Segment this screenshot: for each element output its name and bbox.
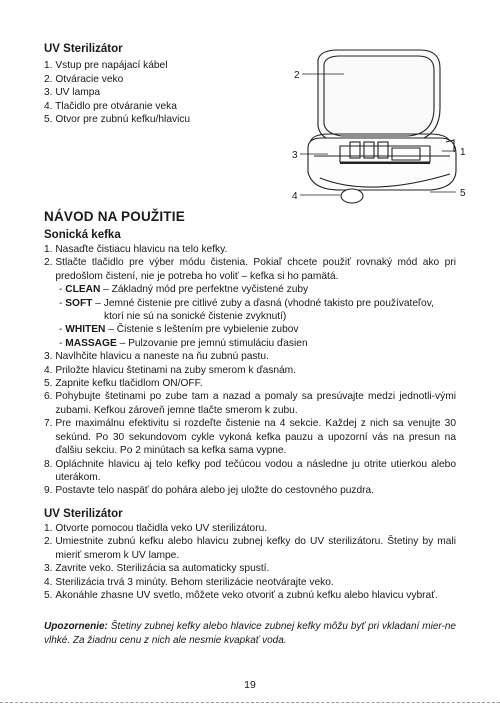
- step-item: 3. Navlhčite hlavicu a naneste na ňu zubnú pastu.: [44, 351, 269, 363]
- step-number: 2.: [44, 257, 56, 269]
- callout-label: 1: [460, 147, 466, 158]
- mode-item: - SOFT – Jemné čistenie pre citlivé zuby a ďasná (vhodné takisto pre používateľov,: [59, 297, 434, 309]
- warning-text: Štetiny zubnej kefky alebo hlavice zubnej kefky môžu byť pri vkladaní mier-ne vlhké. Za žiadnu cenu z nich ale nesmie kvapkať voda.: [44, 621, 456, 646]
- mode-name: SOFT: [65, 297, 93, 309]
- section-title-sterilizer: UV Sterilizátor: [44, 508, 123, 520]
- step-item: 5. Akonáhle zhasne UV svetlo, môžete veko otvoriť a zubnú kefku alebo hlavicu vybrať.: [44, 590, 438, 602]
- step-item: 1. Otvorte pomocou tlačidla veko UV sterilizátoru.: [44, 523, 268, 534]
- page-bottom-divider: [0, 702, 500, 703]
- step-text: Nasaďte čistiacu hlavicu na telo kefky.: [55, 244, 228, 255]
- mode-name: CLEAN: [65, 284, 101, 296]
- step-item: 6. Pohybujte štetinami po zube tam a nazad a pomaly sa presúvajte medzi jednotli-vými zubami. Kefkou zároveň jemne tlačte smerom k zubu.: [44, 391, 456, 416]
- mode-item-continued: ktorí nie sú na sonické čistenie zvyknutí): [104, 311, 287, 323]
- parts-item: 2. Otváracie veko: [44, 73, 124, 85]
- mode-item: - WHITEN – Čistenie s leštením pre vybielenie zubov: [59, 324, 299, 336]
- step-text: Stlačte tlačidlo pre výber módu čistenia. Pokiaľ chcete použiť rovnaký mód ako pri predošlom čistení, nie je potreba ho voliť – kefka si ho pamätá.: [55, 257, 456, 282]
- step-item: [44, 256, 456, 283]
- step-item: 4. Sterilizácia trvá 3 minúty. Behom sterilizácie neotvárajte veko.: [44, 576, 334, 588]
- parts-list: [44, 59, 190, 127]
- step-item: 5. Zapnite kefku tlačidlom ON/OFF.: [44, 378, 203, 390]
- callout-label: 4: [292, 191, 298, 202]
- callout-label: 5: [460, 188, 466, 199]
- step-item: 8. Opláchnite hlavicu aj telo kefky pod tečúcou vodou a následne ju otrite utierkou alebo uterákom.: [44, 458, 456, 483]
- step-number: 1.: [44, 244, 56, 255]
- step-item: 4. Priložte hlavicu štetinami na zuby smerom k ďasnám.: [44, 364, 296, 376]
- page-number: 19: [244, 679, 256, 691]
- uv-sterilizer-illustration: [280, 38, 470, 213]
- mode-name: WHITEN: [65, 324, 106, 336]
- callout-label: 3: [292, 150, 298, 161]
- section-title-toothbrush: Sonická kefka: [44, 229, 121, 241]
- sterilizer-steps: [44, 522, 456, 602]
- mode-name: MASSAGE: [65, 337, 117, 349]
- instructions-title: NÁVOD NA POUŽITIE: [44, 209, 185, 224]
- mode-item: - CLEAN – Základný mód pre perfektne vyčistené zuby: [59, 284, 309, 296]
- warning-note: [44, 620, 456, 648]
- mode-item: - MASSAGE – Pulzovanie pre jemnú stimuláciu ďasien: [59, 337, 308, 349]
- parts-item: 3. UV lampa: [44, 87, 101, 99]
- warning-label: Upozornenie:: [44, 621, 108, 632]
- step-item: 2. Umiestnite zubnú kefku alebo hlavicu zubnej kefky do UV sterilizátoru. Štetiny by mali mieriť smerom k UV lampe.: [44, 536, 456, 561]
- step-item: [44, 243, 456, 256]
- toothbrush-steps: [44, 243, 456, 498]
- parts-item: 1. Vstup pre napájací kábel: [44, 60, 168, 71]
- step-item: 9. Postavte telo naspäť do pohára alebo jej uložte do cestovného puzdra.: [44, 485, 375, 497]
- parts-item: 4. Tlačidlo pre otváranie veka: [44, 100, 177, 112]
- parts-item: 5. Otvor pre zubnú kefku/hlavicu: [44, 114, 191, 126]
- step-item: 7. Pre maximálnu efektivitu si rozdeľte čistenie na 4 sekcie. Každej z nich sa venujte 30 sekúnd. Po 30 sekundovom cykle vykoná kefka pauzu a upozorní vás na presun na ďalšiu sekciu. Po 2 minútach sa kefka sama vypne.: [44, 418, 456, 457]
- callout-label: 2: [294, 70, 300, 81]
- step-item: 3. Zavrite veko. Sterilizácia sa automaticky spustí.: [44, 563, 270, 575]
- parts-title: UV Sterilizátor: [44, 43, 123, 55]
